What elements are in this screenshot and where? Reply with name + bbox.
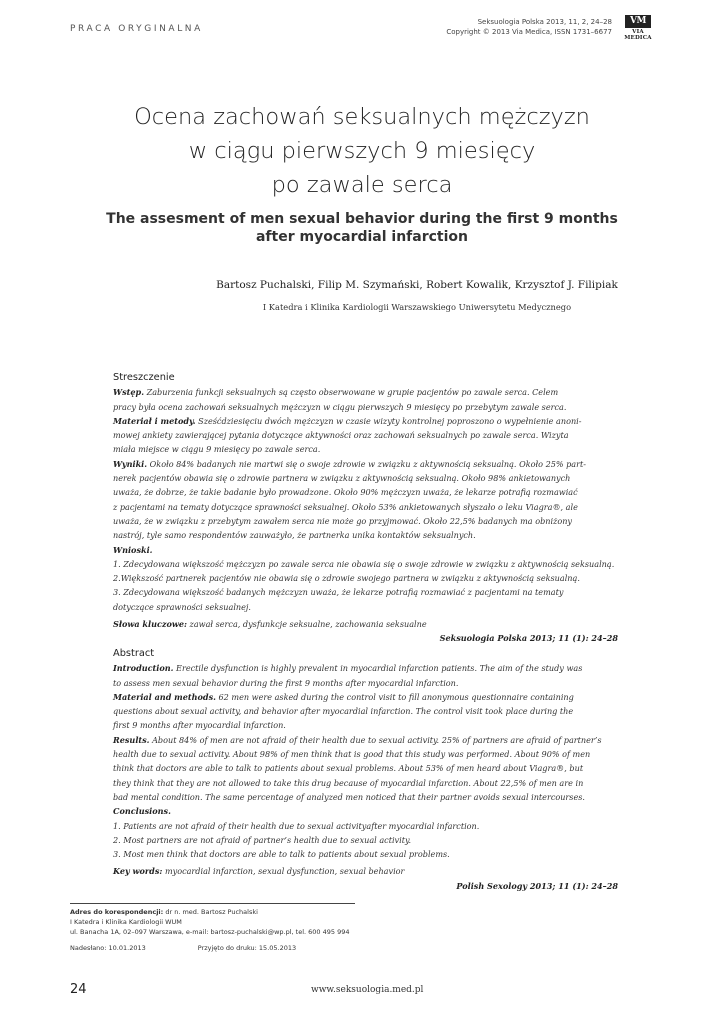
methods-label: Materiał i metody. [113,415,196,426]
correspondence-department: I Katedra i Klinika Kardiologii WUM [70,918,182,926]
correspondence-label: Adres do korespondencji: [70,908,164,916]
methods-text: Sześćdziesięciu dwóch mężczyzn w czasie wizyty kontrolnej poproszono o wypełnienie anoni- [195,415,582,426]
correspondence [70,907,350,937]
intro-label: Wstęp. [113,387,145,398]
correspondence-name: dr n. med. Bartosz Puchalski [163,908,258,916]
results-label: Results. [113,734,150,745]
conclusions-label: Conclusions. [113,806,171,817]
journal-citation-line: Seksuologia Polska 2013, 11, 2, 24–28 [477,18,612,26]
methods-label: Material and methods. [113,691,216,702]
results-text: bad mental condition. The same percentage of analyzed men noticed that their partner avoids sexual intercourses. [113,791,585,802]
results-text: they think that they are not allowed to take this drug because of myocardial infarction. About 22,5% of men are in [113,777,584,788]
results-text: uważa, że w związku z przebytym zawałem serca nie może go przyjmować. Około 22,5% badanych ma obniżony [113,515,572,526]
intro-text: Zaburzenia funkcji seksualnych są często obserwowane w grupie pacjentów po zawale serca. Celem [144,387,559,398]
website-link[interactable]: www.seksuologia.med.pl [311,985,424,995]
results-text: z pacjentami na tematy dotyczące sprawności seksualnej. Około 53% ankietowanych słyszało o leku Viagra®, ale [113,501,578,512]
conclusions-label: Wnioski. [113,544,153,555]
methods-text: 62 men were asked during the control visit to fill anonymous questionnaire containing [215,691,574,702]
authors: Bartosz Puchalski, Filip M. Szymański, Robert Kowalik, Krzysztof J. Filipiak [216,279,618,291]
footnote-divider [70,903,355,904]
title-line: The assesment of men sexual behavior during the first 9 months [106,211,618,227]
keywords-text: myocardial infarction, sexual dysfunction, sexual behavior [162,866,405,877]
results-text: uważa, że dobrze, że takie badanie było prowadzone. Około 90% mężczyzn uważa, że lekarze potrafią rozmawiać [113,487,578,498]
keywords-label: Key words: [113,866,163,877]
conclusion-item: 1. Zdecydowana większość mężczyzn po zawale serca nie obawia się o swoje zdrowie w związku z aktywnością seksualną. [113,558,615,569]
results-text: think that doctors are able to talk to patients about sexual problems. About 53% of men heard about Viagra®, but [113,763,584,774]
intro-text: Erectile dysfunction is highly prevalent in myocardial infarction patients. The aim of the study was [173,663,583,674]
intro-label: Introduction. [113,663,174,674]
journal-citation: Polish Sexology 2013; 11 (1): 24–28 [456,880,618,891]
logo-mark: VM [625,15,651,28]
conclusion-item: dotyczące sprawności seksualnej. [113,601,252,612]
intro-text: to assess men sexual behavior during the first 9 months after myocardial infarction. [113,677,459,688]
article-title-english [40,210,684,246]
conclusion-item: 2.Większość partnerek pacjentów nie obawia się o zdrowie swojego partnera w związku z aktywnością seksualną. [113,573,580,584]
abstract-polish [113,371,618,646]
methods-text: questions about sexual activity, and behavior after myocardial infarction. The control visit took place during the [113,706,574,717]
abstract-heading: Abstract [113,648,155,659]
results-text: nerek pacjentów obawia się o zdrowie partnera w związku z aktywnością seksualną. Około 98% ankietowanych [113,473,571,484]
methods-text: first 9 months after myocardial infarction. [113,720,286,731]
methods-text: miała miejsce w ciągu 9 miesięcy po zawale serca. [113,444,321,455]
title-line: Ocena zachowań seksualnych mężczyzn [134,104,590,130]
article-dates [70,944,296,952]
submitted-date: Nadesłano: 10.01.2013 [70,944,146,952]
intro-text: pracy była ocena zachowań seksualnych mężczyzn w ciągu pierwszych 9 miesięcy po przebytym zawale serca. [113,401,567,412]
page-number: 24 [70,982,87,997]
via-medica-logo [620,15,656,41]
results-text: health due to sexual activity. About 98% of men think that is good that this study was performed. About 90% of men [113,749,591,760]
conclusion-item: 3. Most men think that doctors are able to talk to patients about sexual problems. [113,849,450,860]
keywords-label: Słowa kluczowe: [113,619,187,630]
copyright-line: Copyright © 2013 Via Medica, ISSN 1731–6677 [446,28,612,36]
results-label: Wyniki. [113,458,148,469]
keywords-text: zawał serca, dysfunkcje seksualne, zachowania seksualne [186,619,427,630]
accepted-date: Przyjęto do druku: 15.05.2013 [197,944,297,952]
section-label: PRACA ORYGINALNA [70,24,203,34]
conclusion-item: 2. Most partners are not afraid of partner’s health due to sexual activity. [113,834,412,845]
results-text: Około 84% badanych nie martwi się o swoje zdrowie w związku z aktywnością seksualną. Około 25% part- [147,458,586,469]
journal-citation: Seksuologia Polska 2013; 11 (1): 24–28 [439,633,618,644]
abstract-english [113,647,618,893]
title-line: po zawale serca [271,172,453,198]
title-line: after myocardial infarction [255,229,468,245]
affiliation: I Katedra i Klinika Kardiologii Warszawskiego Uniwersytetu Medycznego [262,302,572,312]
title-line: w ciągu pierwszych 9 miesięcy [188,138,536,164]
logo-text: VIA MEDICA [624,29,652,41]
results-text: nastrój, tyle samo respondentów zauważyło, że partnerka unika kontaktów seksualnych. [113,530,476,541]
article-title-polish [40,100,684,202]
abstract-heading: Streszczenie [113,372,175,383]
correspondence-address: ul. Banacha 1A, 02–097 Warszawa, e-mail: bartosz-puchalski@wp.pl, tel. 600 495 994 [70,928,350,936]
conclusion-item: 1. Patients are not afraid of their health due to sexual activityafter myocardial infarction. [113,820,480,831]
results-text: About 84% of men are not afraid of their health due to sexual activity. 25% of partners are afraid of partner’s [149,734,602,745]
conclusion-item: 3. Zdecydowana większość badanych mężczyzn uważa, że lekarze potrafią rozmawiać z pacjentami na tematy [113,587,564,598]
journal-info [446,17,612,37]
methods-text: mowej ankiety zawierającej pytania dotyczące aktywności oraz zachowań seksualnych po zawale serca. Wizyta [113,430,569,441]
